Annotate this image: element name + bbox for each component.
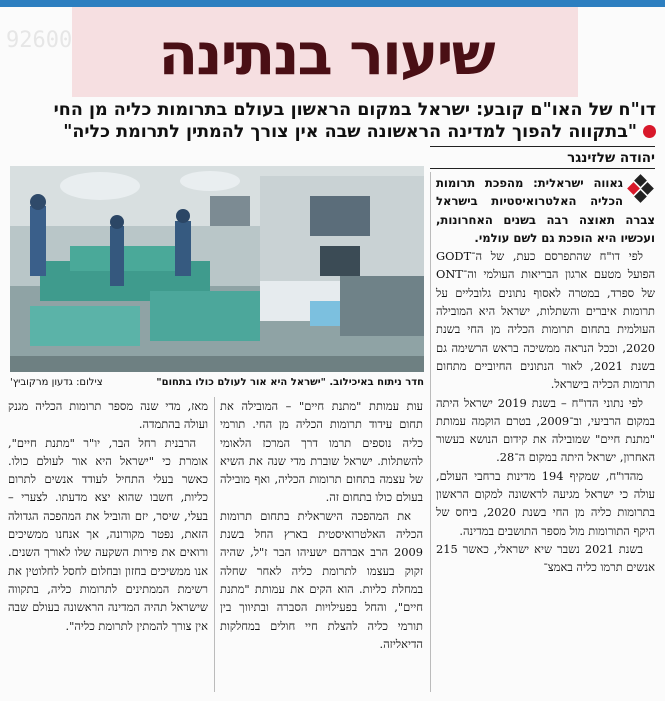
column-divider-left: [214, 397, 215, 692]
author-bottom-rule: [430, 168, 655, 169]
right-paragraph-3: מהדו"ח, שמקיף 194 מדינות ברחבי העולם, עולה כי ישראל מגיעה לראשונה למקום הראשון בתרומות כליה מן החי בשנת 2020, ביחס של היקף התורומות מול מספר התושבים במדינה.: [436, 468, 655, 538]
photo-caption: [10, 375, 424, 391]
headline-line-2-text: "בתקווה להפוך למדינה הראשונה שבה אין צורך להמתין לתרומת כליה": [63, 122, 637, 142]
photo-credit: צילום: גדעון מרקוביץ': [10, 377, 103, 388]
headline: [6, 99, 656, 143]
operating-room-photo: [10, 166, 424, 372]
headline-line-1: דו"ח של האו"ם קובע: ישראל במקום הראשון בעולם בתרומות כליה מן החי: [53, 100, 656, 120]
operating-room-illustration: [10, 166, 424, 372]
author-byline: יהודה שלזינגר: [567, 150, 655, 166]
article-left-column: [8, 397, 208, 635]
left-paragraph-1: מאז, מדי שנה מספר תרומות הכליה מגנק ועולה בהתמדה.: [8, 399, 208, 432]
left-paragraph-2: הרבנית רחל הבר, יו"ר "מתנת חיים", אומרת כי "ישראל היא אור לעולם כולו. כאשר בעלי התחיל לעודד אנשים לתרום כליות, חשבו שהוא יצא מדעתו. לצערי – בעלי, שיסר, יזם והוביל את המהפכה הגדולה הזאת, נפטר מקורונה, אך אנחנו ממשיכים ורואים את פירות השקעה שלו לאורך השנים. אנו ממשיכים בחזון ובחלום לחסל לחלוטין את רשימת הממתינים לתרומות כליה, בתקווה שישראל תהיה המדינה הראשונה בעולם שבה אין צורך להמתין לתרומת כליה".: [8, 435, 208, 633]
top-color-bar: [0, 0, 665, 7]
lead-paragraph: [436, 174, 655, 247]
middle-paragraph-1: עות עמותת "מתנת חיים" – המובילה את תחום עידוד תרומות הכליה מן החי. תורמי כליה נוספים תרמו דרך המרכז הלאומי להשתלות. ישראל שוברת מדי שנה את השיא של עצמה בתחום תרומות הכליה, ואף מובילה בעולם כולו בתחום זה.: [220, 399, 423, 505]
right-paragraph-4: בשנת 2021 נשבר שיא ישראלי, כאשר 215 אנשים תרמו כליה באמצ־: [436, 541, 655, 575]
headline-line-2: [6, 121, 656, 143]
column-divider-right: [430, 172, 431, 692]
right-paragraph-1: לפי דו"ח שהתפרסם כעת, של ה־GODT הפועל מטעם ארגון הבריאות העולמי וה־ONT של ספרד, במטרה לאסוף נתונים גלובליים על תרומות איברים והשתלות, ישראל היא המובילה העולמית בתחום תרומות הכליה מן החי בשנת 2020, וככל הנראה ממשיכה בראש הרשימה גם בשנת 2021, לאור הנתונים החיוביים מתחום תרומות הכליה בישראל.: [436, 249, 655, 392]
article-right-column: [436, 174, 655, 577]
diamond-bullet-icon: [627, 174, 655, 210]
red-bullet-icon: [643, 125, 656, 138]
author-top-rule: [430, 146, 655, 147]
kicker-title: שיעור בנתינה: [158, 20, 494, 88]
middle-paragraph-2: את המהפכה הישראלית בתחום תרומות הכליה האלטרואיסטית בארץ החל בשנת 2009 הרב אברהם ישעיהו הבר ז"ל, שהיה זקוק בעצמו לתרומת כליה לאחר שחלה במחלת כליות. הוא הקים את עמותת "מתנת חיים", והחל בפעילויות הסברה ובתיווך בין תורמי כליה להצלת חיי חולים במחלקות הדיאליזה.: [220, 508, 423, 651]
article-middle-column: [220, 397, 423, 653]
right-paragraph-2: לפי נתוני הדו"ח – בשנת 2019 ישראל היתה במקום הרביעי, וב־2009, בטרם הוקמה עמותת "מתנת חיים" שמובילה את קידום הנושא בעשור האחרון, ישראל היתה במקום ה־28.: [436, 395, 655, 465]
background-watermark-text: 92600: [6, 28, 73, 53]
photo-caption-text: חדר ניתוח באיכילוב. "ישראל היא אור לעולם כולו בתחום": [156, 377, 424, 388]
lead-text: גאווה ישראלית: מהפכת תרומות הכליה האלטרואיסטיות בישראל צברה תאוצה רבה בשנים האחרונות, ועכשיו היא הופכת גם לשם עולמי.: [436, 176, 655, 245]
